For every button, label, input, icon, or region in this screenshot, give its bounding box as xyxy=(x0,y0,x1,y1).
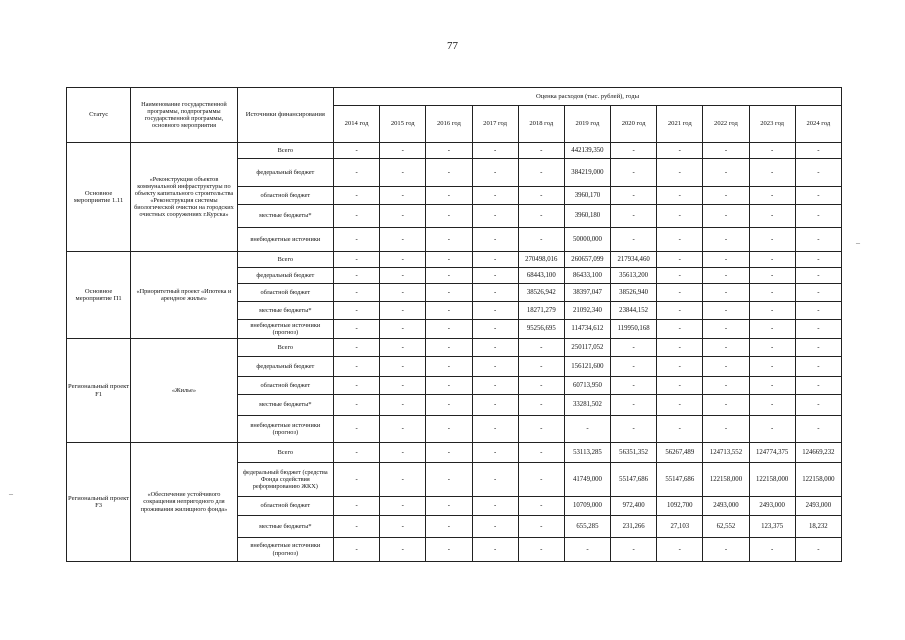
row-funding-source: областной бюджет xyxy=(237,377,333,395)
row-funding-source: федеральный бюджет xyxy=(237,159,333,187)
value-cell: - xyxy=(426,284,472,302)
value-cell: - xyxy=(472,443,518,463)
value-cell: 35613,200 xyxy=(611,268,657,284)
value-cell: - xyxy=(334,463,380,497)
value-cell: - xyxy=(657,187,703,205)
value-cell: - xyxy=(380,320,426,339)
value-cell: 2493,000 xyxy=(795,497,841,516)
value-cell: - xyxy=(380,377,426,395)
value-cell: - xyxy=(472,143,518,159)
value-cell: - xyxy=(703,377,749,395)
value-cell: - xyxy=(380,395,426,416)
value-cell: - xyxy=(518,228,564,252)
value-cell: - xyxy=(518,339,564,357)
value-cell: - xyxy=(795,159,841,187)
value-cell: 270498,016 xyxy=(518,252,564,268)
value-cell: - xyxy=(703,252,749,268)
value-cell: - xyxy=(795,320,841,339)
row-funding-source: Всего xyxy=(237,143,333,159)
table-header xyxy=(67,88,842,143)
value-cell: - xyxy=(611,357,657,377)
value-cell: - xyxy=(472,228,518,252)
value-cell: - xyxy=(749,205,795,228)
value-cell: - xyxy=(334,538,380,562)
value-cell: - xyxy=(334,228,380,252)
value-cell: - xyxy=(703,538,749,562)
row-funding-source: федеральный бюджет xyxy=(237,357,333,377)
value-cell: - xyxy=(426,443,472,463)
value-cell: - xyxy=(749,357,795,377)
value-cell: - xyxy=(795,377,841,395)
value-cell: - xyxy=(334,268,380,284)
value-cell: 655,285 xyxy=(564,516,610,538)
value-cell: 55147,686 xyxy=(657,463,703,497)
value-cell: - xyxy=(703,339,749,357)
value-cell: - xyxy=(334,416,380,443)
value-cell: - xyxy=(703,143,749,159)
value-cell: - xyxy=(426,416,472,443)
header-year: 2014 год xyxy=(334,106,380,143)
value-cell: 442139,350 xyxy=(564,143,610,159)
value-cell: 38526,942 xyxy=(518,284,564,302)
value-cell: - xyxy=(334,284,380,302)
value-cell: 18,232 xyxy=(795,516,841,538)
value-cell: - xyxy=(703,187,749,205)
row-status: Региональный проект F1 xyxy=(67,339,131,443)
value-cell: 250117,052 xyxy=(564,339,610,357)
value-cell: - xyxy=(564,538,610,562)
header-estimate: Оценка расходов (тыс. рублей), годы xyxy=(334,88,842,106)
value-cell: - xyxy=(795,395,841,416)
value-cell: - xyxy=(657,228,703,252)
value-cell: - xyxy=(426,187,472,205)
row-funding-source: внебюджетные источники (прогноз) xyxy=(237,320,333,339)
header-year: 2021 год xyxy=(657,106,703,143)
budget-table xyxy=(66,87,842,562)
value-cell: 95256,695 xyxy=(518,320,564,339)
row-status: Региональный проект F3 xyxy=(67,443,131,562)
value-cell: - xyxy=(795,205,841,228)
value-cell: - xyxy=(380,268,426,284)
value-cell: - xyxy=(472,497,518,516)
value-cell: - xyxy=(426,302,472,320)
header-year: 2024 год xyxy=(795,106,841,143)
value-cell: - xyxy=(657,159,703,187)
value-cell: - xyxy=(426,395,472,416)
value-cell: 27,103 xyxy=(657,516,703,538)
value-cell: - xyxy=(334,143,380,159)
value-cell: - xyxy=(611,339,657,357)
value-cell: - xyxy=(334,159,380,187)
row-funding-source: областной бюджет xyxy=(237,284,333,302)
value-cell: - xyxy=(611,395,657,416)
value-cell: 56267,489 xyxy=(657,443,703,463)
value-cell: - xyxy=(472,187,518,205)
value-cell: - xyxy=(518,357,564,377)
value-cell: - xyxy=(334,302,380,320)
value-cell: - xyxy=(380,187,426,205)
row-funding-source: Всего xyxy=(237,252,333,268)
value-cell: 122158,000 xyxy=(749,463,795,497)
value-cell: - xyxy=(749,302,795,320)
table-row xyxy=(67,252,842,268)
row-funding-source: внебюджетные источники xyxy=(237,228,333,252)
header-year: 2022 год xyxy=(703,106,749,143)
value-cell: - xyxy=(472,395,518,416)
value-cell: - xyxy=(657,357,703,377)
value-cell: - xyxy=(518,377,564,395)
value-cell: - xyxy=(380,302,426,320)
row-funding-source: внебюджетные источники (прогноз) xyxy=(237,538,333,562)
value-cell: - xyxy=(426,339,472,357)
value-cell: - xyxy=(472,463,518,497)
value-cell: 3960,170 xyxy=(564,187,610,205)
value-cell: 23844,152 xyxy=(611,302,657,320)
value-cell: 55147,686 xyxy=(611,463,657,497)
value-cell: - xyxy=(426,228,472,252)
value-cell: - xyxy=(703,302,749,320)
value-cell: 384219,000 xyxy=(564,159,610,187)
value-cell: - xyxy=(472,339,518,357)
value-cell: - xyxy=(703,205,749,228)
value-cell: - xyxy=(657,143,703,159)
row-funding-source: Всего xyxy=(237,339,333,357)
value-cell: 123,375 xyxy=(749,516,795,538)
row-funding-source: внебюджетные источники (прогноз) xyxy=(237,416,333,443)
value-cell: 56351,352 xyxy=(611,443,657,463)
value-cell: - xyxy=(749,228,795,252)
value-cell: - xyxy=(657,252,703,268)
value-cell: - xyxy=(795,357,841,377)
value-cell: - xyxy=(657,205,703,228)
value-cell: - xyxy=(518,538,564,562)
value-cell: - xyxy=(518,187,564,205)
value-cell: - xyxy=(795,187,841,205)
row-program-name: «Обеспечение устойчивого сокращения непригодного для проживания жилищного фонда» xyxy=(131,443,237,562)
value-cell: - xyxy=(334,497,380,516)
header-year: 2017 год xyxy=(472,106,518,143)
value-cell: - xyxy=(749,268,795,284)
value-cell: - xyxy=(472,538,518,562)
value-cell: - xyxy=(426,357,472,377)
value-cell: - xyxy=(426,463,472,497)
value-cell: 68443,100 xyxy=(518,268,564,284)
value-cell: - xyxy=(518,497,564,516)
value-cell: - xyxy=(334,516,380,538)
value-cell: - xyxy=(703,159,749,187)
row-funding-source: местные бюджеты* xyxy=(237,395,333,416)
value-cell: - xyxy=(334,320,380,339)
value-cell: - xyxy=(518,416,564,443)
value-cell: - xyxy=(426,205,472,228)
row-funding-source: местные бюджеты* xyxy=(237,205,333,228)
value-cell: - xyxy=(611,159,657,187)
row-funding-source: областной бюджет xyxy=(237,187,333,205)
value-cell: 122158,000 xyxy=(703,463,749,497)
value-cell: - xyxy=(472,205,518,228)
value-cell: - xyxy=(426,143,472,159)
header-year: 2018 год xyxy=(518,106,564,143)
value-cell: - xyxy=(749,377,795,395)
row-status: Основное мероприятие 1.11 xyxy=(67,143,131,252)
row-funding-source: местные бюджеты* xyxy=(237,516,333,538)
value-cell: - xyxy=(657,377,703,395)
value-cell: - xyxy=(380,143,426,159)
value-cell: 231,266 xyxy=(611,516,657,538)
value-cell: - xyxy=(472,416,518,443)
value-cell: - xyxy=(380,516,426,538)
value-cell: 86433,100 xyxy=(564,268,610,284)
value-cell: - xyxy=(518,395,564,416)
value-cell: - xyxy=(334,339,380,357)
value-cell: - xyxy=(749,143,795,159)
scan-mark-right: – xyxy=(856,238,860,247)
value-cell: - xyxy=(472,377,518,395)
value-cell: - xyxy=(611,205,657,228)
header-year: 2019 год xyxy=(564,106,610,143)
value-cell: - xyxy=(795,302,841,320)
value-cell: - xyxy=(518,205,564,228)
row-funding-source: местные бюджеты* xyxy=(237,302,333,320)
value-cell: 114734,612 xyxy=(564,320,610,339)
value-cell: 124713,552 xyxy=(703,443,749,463)
header-year: 2016 год xyxy=(426,106,472,143)
value-cell: - xyxy=(703,284,749,302)
value-cell: 62,552 xyxy=(703,516,749,538)
value-cell: - xyxy=(472,320,518,339)
header-year: 2020 год xyxy=(611,106,657,143)
row-status: Основное мероприятие П1 xyxy=(67,252,131,339)
value-cell: - xyxy=(380,497,426,516)
value-cell: - xyxy=(749,284,795,302)
header-status: Статус xyxy=(67,88,131,143)
value-cell: - xyxy=(703,228,749,252)
row-program-name: «Реконструкция объектов коммунальной инфраструктуры по объекту капитального строительства «Реконструкция системы биологической очистки на городских очистных сооружениях г.Курска» xyxy=(131,143,237,252)
value-cell: - xyxy=(518,516,564,538)
value-cell: - xyxy=(426,268,472,284)
header-year: 2023 год xyxy=(749,106,795,143)
value-cell: - xyxy=(611,377,657,395)
value-cell: - xyxy=(380,357,426,377)
value-cell: 124669,232 xyxy=(795,443,841,463)
table-row xyxy=(67,143,842,159)
value-cell: 21092,340 xyxy=(564,302,610,320)
value-cell: - xyxy=(518,159,564,187)
value-cell: 10709,000 xyxy=(564,497,610,516)
value-cell: - xyxy=(749,339,795,357)
value-cell: - xyxy=(380,284,426,302)
value-cell: - xyxy=(703,357,749,377)
value-cell: - xyxy=(426,516,472,538)
value-cell: - xyxy=(795,538,841,562)
value-cell: - xyxy=(518,143,564,159)
value-cell: 53113,285 xyxy=(564,443,610,463)
header-sources: Источники финансирования xyxy=(237,88,333,143)
value-cell: - xyxy=(472,268,518,284)
value-cell: - xyxy=(795,228,841,252)
value-cell: - xyxy=(657,284,703,302)
value-cell: - xyxy=(426,497,472,516)
value-cell: - xyxy=(611,228,657,252)
value-cell: 972,400 xyxy=(611,497,657,516)
scan-mark-left: – xyxy=(9,489,13,498)
value-cell: - xyxy=(703,416,749,443)
value-cell: 60713,950 xyxy=(564,377,610,395)
value-cell: - xyxy=(795,416,841,443)
value-cell: 41749,000 xyxy=(564,463,610,497)
value-cell: - xyxy=(749,320,795,339)
value-cell: - xyxy=(564,416,610,443)
value-cell: 2493,000 xyxy=(749,497,795,516)
value-cell: - xyxy=(380,416,426,443)
value-cell: - xyxy=(334,377,380,395)
value-cell: - xyxy=(749,416,795,443)
value-cell: - xyxy=(795,143,841,159)
value-cell: - xyxy=(795,252,841,268)
row-funding-source: Всего xyxy=(237,443,333,463)
value-cell: - xyxy=(380,443,426,463)
table-row xyxy=(67,339,842,357)
header-year: 2015 год xyxy=(380,106,426,143)
row-funding-source: областной бюджет xyxy=(237,497,333,516)
value-cell: - xyxy=(749,187,795,205)
value-cell: 38526,940 xyxy=(611,284,657,302)
value-cell: - xyxy=(472,159,518,187)
value-cell: 33281,502 xyxy=(564,395,610,416)
value-cell: 122158,000 xyxy=(795,463,841,497)
value-cell: - xyxy=(518,443,564,463)
value-cell: 38397,047 xyxy=(564,284,610,302)
table-body xyxy=(67,143,842,562)
value-cell: - xyxy=(334,252,380,268)
value-cell: - xyxy=(749,159,795,187)
value-cell: - xyxy=(795,268,841,284)
value-cell: - xyxy=(657,339,703,357)
page-number: 77 xyxy=(447,40,458,52)
value-cell: - xyxy=(749,252,795,268)
value-cell: - xyxy=(749,538,795,562)
value-cell: - xyxy=(426,377,472,395)
value-cell: - xyxy=(611,538,657,562)
value-cell: 119950,168 xyxy=(611,320,657,339)
value-cell: - xyxy=(380,228,426,252)
value-cell: - xyxy=(380,339,426,357)
value-cell: - xyxy=(518,463,564,497)
value-cell: - xyxy=(472,516,518,538)
value-cell: - xyxy=(334,357,380,377)
value-cell: 3960,180 xyxy=(564,205,610,228)
value-cell: 2493,000 xyxy=(703,497,749,516)
value-cell: - xyxy=(426,252,472,268)
value-cell: - xyxy=(657,395,703,416)
value-cell: 217934,460 xyxy=(611,252,657,268)
row-program-name: «Приоритетный проект «Ипотека и арендное жилье» xyxy=(131,252,237,339)
value-cell: - xyxy=(426,159,472,187)
value-cell: - xyxy=(703,395,749,416)
header-name: Наименование государственной программы, подпрограммы государственной программы, основного мероприятия xyxy=(131,88,237,143)
value-cell: - xyxy=(380,205,426,228)
row-funding-source: федеральный бюджет (средства Фонда содействия реформированию ЖКХ) xyxy=(237,463,333,497)
value-cell: - xyxy=(657,320,703,339)
value-cell: - xyxy=(611,416,657,443)
table-row xyxy=(67,443,842,463)
value-cell: - xyxy=(749,395,795,416)
value-cell: - xyxy=(611,187,657,205)
value-cell: - xyxy=(472,302,518,320)
row-program-name: «Жилье» xyxy=(131,339,237,443)
value-cell: 260657,099 xyxy=(564,252,610,268)
value-cell: - xyxy=(657,302,703,320)
value-cell: - xyxy=(657,268,703,284)
value-cell: - xyxy=(795,339,841,357)
value-cell: - xyxy=(657,538,703,562)
value-cell: - xyxy=(380,159,426,187)
value-cell: - xyxy=(334,187,380,205)
value-cell: - xyxy=(611,143,657,159)
value-cell: - xyxy=(334,395,380,416)
value-cell: - xyxy=(380,463,426,497)
value-cell: 1092,700 xyxy=(657,497,703,516)
value-cell: - xyxy=(426,320,472,339)
value-cell: - xyxy=(657,416,703,443)
row-funding-source: федеральный бюджет xyxy=(237,268,333,284)
value-cell: - xyxy=(334,443,380,463)
value-cell: - xyxy=(795,284,841,302)
value-cell: - xyxy=(472,284,518,302)
value-cell: - xyxy=(426,538,472,562)
value-cell: - xyxy=(380,252,426,268)
value-cell: - xyxy=(472,252,518,268)
value-cell: 156121,600 xyxy=(564,357,610,377)
value-cell: 50000,000 xyxy=(564,228,610,252)
value-cell: - xyxy=(380,538,426,562)
value-cell: 124774,375 xyxy=(749,443,795,463)
value-cell: - xyxy=(703,320,749,339)
value-cell: - xyxy=(334,205,380,228)
value-cell: - xyxy=(703,268,749,284)
value-cell: 18271,279 xyxy=(518,302,564,320)
value-cell: - xyxy=(472,357,518,377)
